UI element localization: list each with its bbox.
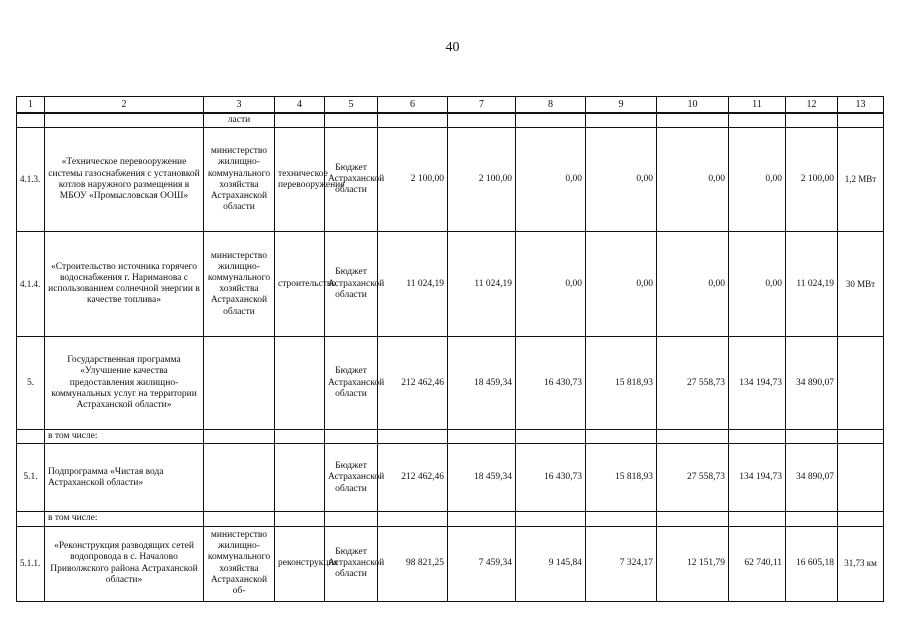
row-work-type [275,444,325,512]
row-value: 212 462,46 [378,337,448,430]
table-cell [838,113,884,128]
row-value: 15 818,93 [586,337,657,430]
column-number: 6 [378,97,448,114]
table-cell [786,512,838,526]
column-number: 8 [516,97,586,114]
row-capacity [838,444,884,512]
row-value: 34 890,07 [786,444,838,512]
row-value: 11 024,19 [448,232,516,337]
row-value: 0,00 [516,128,586,232]
row-name: «Техническое перевооружение системы газоснабжения с установкой котлов наружного размещения в МБОУ «Промысловская ООШ» [45,128,204,232]
table-cell [378,430,448,444]
row-executor: министерство жилищно-коммунального хозяйства Астраханской области [204,128,275,232]
table-cell [516,430,586,444]
table-cell [786,113,838,128]
program-table [16,96,884,602]
table-cell [378,512,448,526]
row-work-type: реконструкция [275,526,325,601]
row-executor: министерство жилищно-коммунального хозяйства Астраханской области [204,232,275,337]
table-row [17,232,884,337]
row-name: «Строительство источника горячего водоснабжения г. Нариманова с использованием солнечной энергии в качестве топлива» [45,232,204,337]
table-cell [729,113,786,128]
table-row [17,337,884,430]
row-value: 0,00 [729,128,786,232]
table-row [17,526,884,601]
column-number: 11 [729,97,786,114]
row-executor: министерство жилищно-коммунального хозяйства Астраханской об- [204,526,275,601]
table-cell [448,113,516,128]
row-capacity [838,337,884,430]
column-number: 9 [586,97,657,114]
table-row [17,444,884,512]
continuation-cell: ласти [204,113,275,128]
table-cell [275,113,325,128]
row-funding-source: Бюджет Астраханской области [325,444,378,512]
column-number-row [17,97,884,114]
column-number: 7 [448,97,516,114]
column-number: 5 [325,97,378,114]
table-cell [516,113,586,128]
row-executor [204,337,275,430]
table-cell [657,113,729,128]
table-cell [586,512,657,526]
table-cell [325,430,378,444]
continuation-row [17,113,884,128]
row-number: 4.1.4. [17,232,45,337]
row-capacity: 1,2 МВт [838,128,884,232]
row-name: Государственная программа «Улучшение качества предоставления жилищно-коммунальных услуг на территории Астраханской области» [45,337,204,430]
row-value: 12 151,79 [657,526,729,601]
row-value: 34 890,07 [786,337,838,430]
row-value: 2 100,00 [786,128,838,232]
row-value: 134 194,73 [729,444,786,512]
column-number: 3 [204,97,275,114]
table-row [17,128,884,232]
table-cell [378,113,448,128]
row-value: 98 821,25 [378,526,448,601]
row-value: 27 558,73 [657,444,729,512]
table-cell [586,113,657,128]
row-value: 27 558,73 [657,337,729,430]
row-value: 9 145,84 [516,526,586,601]
including-label: в том числе: [45,512,204,526]
row-name: «Реконструкция разводящих сетей водопровода в с. Началово Приволжского района Астраханской области» [45,526,204,601]
table-cell [586,430,657,444]
row-value: 7 324,17 [586,526,657,601]
table-cell [786,430,838,444]
column-number: 4 [275,97,325,114]
row-name: Подпрограмма «Чистая вода Астраханской области» [45,444,204,512]
table-cell [448,512,516,526]
row-number: 4.1.3. [17,128,45,232]
row-value: 2 100,00 [378,128,448,232]
row-value: 0,00 [657,232,729,337]
table-cell [17,113,45,128]
row-value: 0,00 [729,232,786,337]
table-cell [657,430,729,444]
row-capacity: 30 МВт [838,232,884,337]
table-cell [838,430,884,444]
table-cell [45,113,204,128]
table-cell [729,512,786,526]
row-value: 0,00 [586,232,657,337]
table-cell [17,430,45,444]
row-value: 16 430,73 [516,337,586,430]
column-number: 13 [838,97,884,114]
row-funding-source: Бюджет Астраханской области [325,128,378,232]
row-value: 11 024,19 [786,232,838,337]
page-number: 40 [445,40,460,55]
row-value: 212 462,46 [378,444,448,512]
table-cell [275,430,325,444]
table-cell [204,512,275,526]
row-work-type: техническое перевооружение [275,128,325,232]
row-value: 15 818,93 [586,444,657,512]
row-value: 16 430,73 [516,444,586,512]
including-row [17,512,884,526]
column-number: 10 [657,97,729,114]
table-cell [275,512,325,526]
row-value: 16 605,18 [786,526,838,601]
row-value: 134 194,73 [729,337,786,430]
row-capacity: 31,73 км [838,526,884,601]
table-cell [204,430,275,444]
row-number: 5.1.1. [17,526,45,601]
table-cell [657,512,729,526]
row-value: 0,00 [586,128,657,232]
row-number: 5.1. [17,444,45,512]
column-number: 1 [17,97,45,114]
row-funding-source: Бюджет Астраханской области [325,337,378,430]
table-cell [448,430,516,444]
including-row [17,430,884,444]
row-value: 2 100,00 [448,128,516,232]
table-cell [325,113,378,128]
row-funding-source: Бюджет Астраханской области [325,232,378,337]
table-cell [17,512,45,526]
table-cell [516,512,586,526]
row-value: 11 024,19 [378,232,448,337]
row-funding-source: Бюджет Астраханской области [325,526,378,601]
row-executor [204,444,275,512]
row-value: 18 459,34 [448,337,516,430]
including-label: в том числе: [45,430,204,444]
row-work-type: строительство [275,232,325,337]
row-value: 18 459,34 [448,444,516,512]
row-value: 62 740,11 [729,526,786,601]
table-cell [325,512,378,526]
table-cell [729,430,786,444]
row-number: 5. [17,337,45,430]
column-number: 2 [45,97,204,114]
column-number: 12 [786,97,838,114]
row-value: 0,00 [657,128,729,232]
row-value: 0,00 [516,232,586,337]
row-work-type [275,337,325,430]
table-cell [838,512,884,526]
row-value: 7 459,34 [448,526,516,601]
